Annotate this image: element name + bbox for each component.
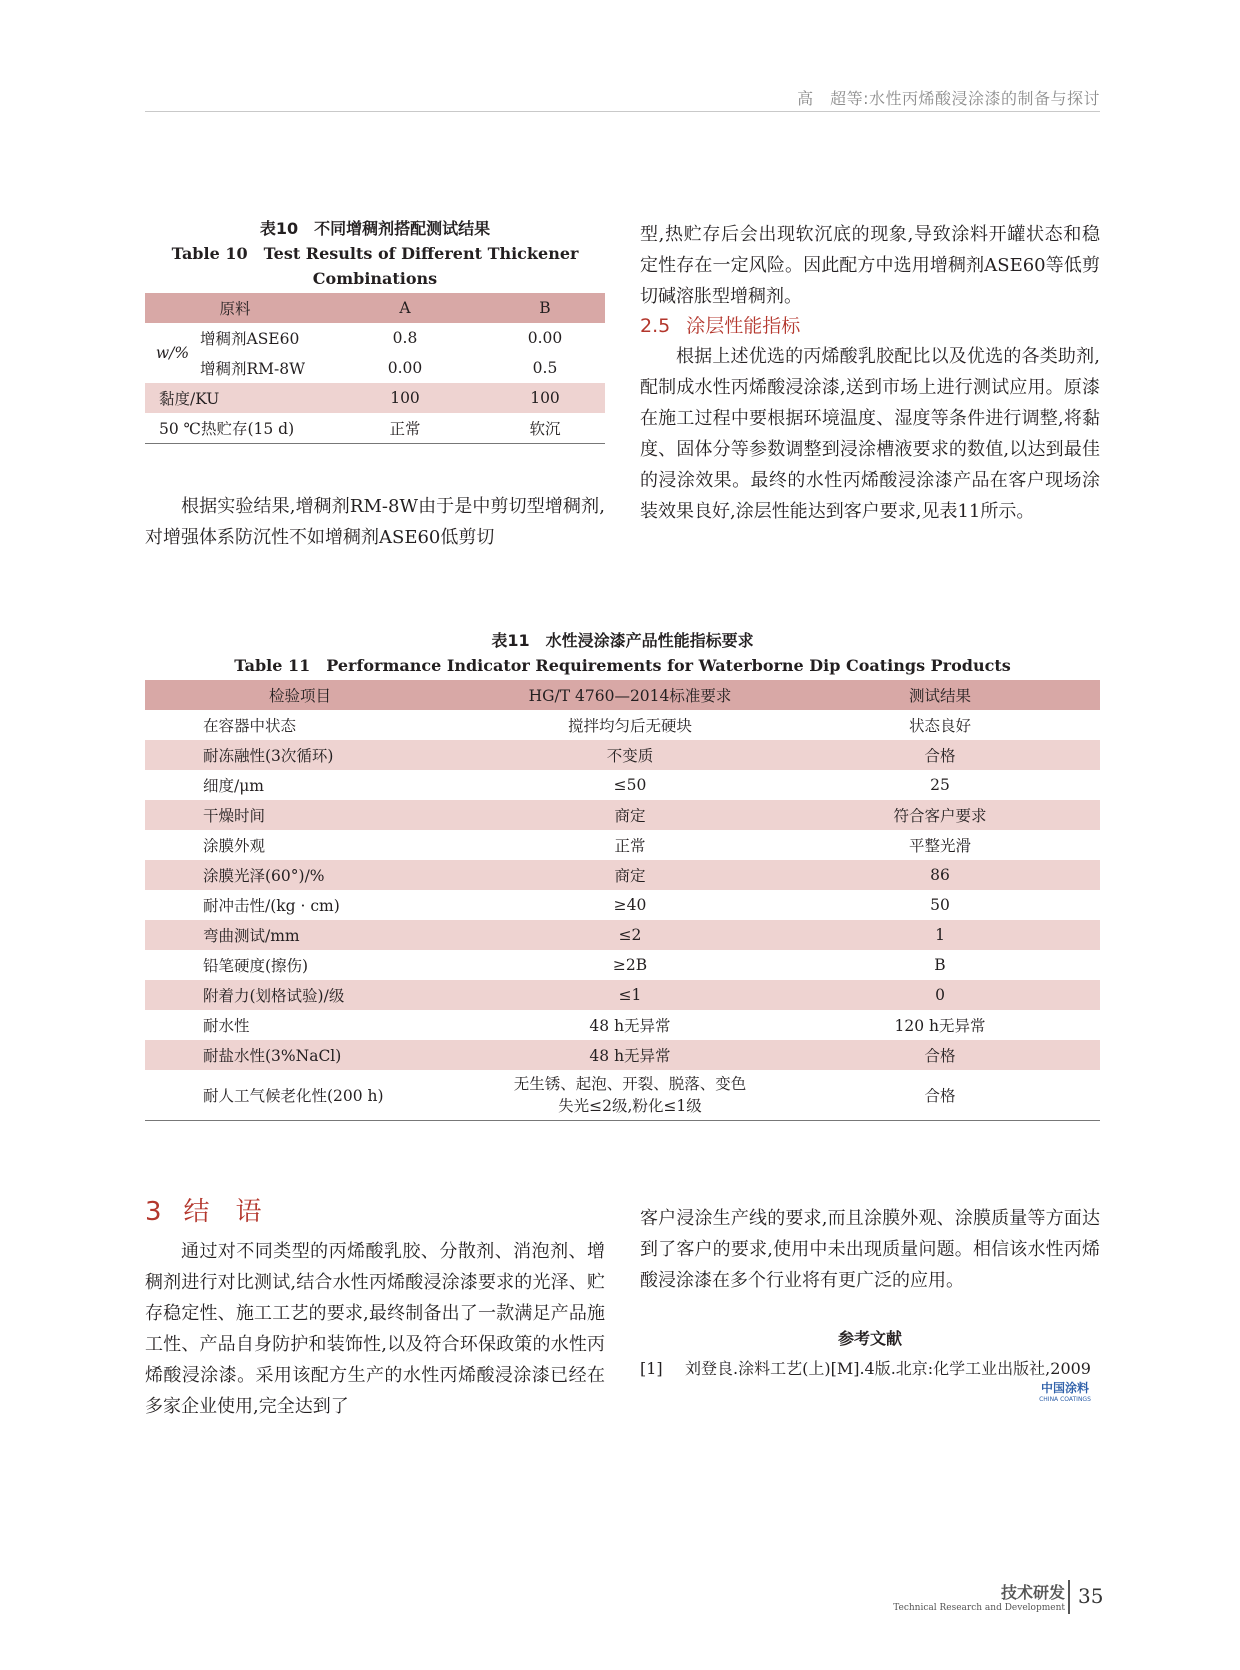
table10-cell: 100 — [485, 383, 605, 413]
table11 — [145, 680, 1100, 1121]
table11-header-row — [145, 680, 1100, 710]
table11-col-item: 检验项目 — [145, 680, 480, 710]
table10 — [145, 293, 605, 444]
table10-block — [145, 216, 605, 444]
w-percent-label: w/% — [155, 344, 190, 362]
table10-header-row — [145, 293, 605, 323]
table10-caption-cn: 表10 不同增稠剂搭配测试结果 — [259, 219, 491, 238]
table-row — [145, 1010, 1100, 1040]
header-divider — [145, 111, 1100, 112]
section-2-5-number: 2.5 — [640, 315, 671, 337]
table11-cell: 涂膜外观 — [203, 837, 266, 855]
section-2-5-title: 涂层性能指标 — [686, 315, 801, 337]
table11-cell: 铅笔硬度(擦伤) — [203, 957, 309, 975]
section-2-5-heading — [640, 311, 800, 338]
table10-cell: 50 ℃热贮存(15 d) — [159, 420, 295, 438]
table11-cell: 涂膜光泽(60°)/% — [145, 860, 480, 890]
table11-cell: 25 — [930, 776, 950, 794]
table11-cell: 平整光滑 — [908, 837, 971, 855]
page-number: 35 — [1078, 1584, 1104, 1608]
table10-cell: 100 — [325, 383, 485, 413]
table11-cell: ≤1 — [480, 980, 780, 1010]
table10-cell: 0.8 — [392, 329, 418, 347]
table10-cell: 增稠剂RM-8W — [200, 360, 306, 378]
table-row — [145, 890, 1100, 920]
footer-divider — [1068, 1580, 1070, 1614]
table11-block — [145, 628, 1100, 1121]
table11-cell: ≤2 — [480, 920, 780, 950]
table11-cell: ≤50 — [613, 776, 647, 794]
table11-cell: 符合客户要求 — [780, 800, 1100, 830]
table-row — [145, 353, 605, 383]
table11-cell: 耐盐水性(3%NaCl) — [145, 1040, 480, 1070]
table11-cell: 0 — [780, 980, 1100, 1010]
conclusion-left: 通过对不同类型的丙烯酸乳胶、分散剂、消泡剂、增稠剂进行对比测试,结合水性丙烯酸浸涂漆要求的光泽、贮存稳定性、施工工艺的要求,最终制备出了一款满足产品施工性、产品自身防护和装饰性,以及符合环保政策的水性丙烯酸浸涂漆。采用该配方生产的水性丙烯酸浸涂漆已经在多家企业使用,完全达到了 — [145, 1241, 605, 1417]
table11-cell-line: 无生锈、起泡、开裂、脱落、变色 — [513, 1075, 747, 1093]
references-title: 参考文献 — [837, 1329, 902, 1348]
table-row — [145, 920, 1100, 950]
table11-cell: 1 — [780, 920, 1100, 950]
table11-cell: 正常 — [614, 837, 646, 855]
footer-section-cn: 技术研发 — [1000, 1583, 1065, 1602]
table11-cell: 耐冻融性(3次循环) — [145, 740, 480, 770]
table11-caption-en: Table 11 Performance Indicator Requirements for Waterborne Dip Coatings Products — [234, 656, 1011, 675]
table-row — [145, 980, 1100, 1010]
table10-col-b: B — [485, 293, 605, 323]
table10-cell: 0.5 — [532, 359, 558, 377]
table11-cell: 耐冲击性/(kg · cm) — [203, 897, 340, 915]
table11-cell: 商定 — [480, 800, 780, 830]
table11-caption-cn: 表11 水性浸涂漆产品性能指标要求 — [491, 631, 754, 650]
table-row — [145, 950, 1100, 980]
table10-cell: 增稠剂ASE60 — [200, 330, 300, 348]
table-row — [145, 1040, 1100, 1070]
table11-cell: 在容器中状态 — [203, 717, 297, 735]
table11-cell: 合格 — [780, 740, 1100, 770]
table11-cell: 细度/μm — [203, 777, 264, 795]
table11-cell: B — [934, 956, 946, 974]
left-paragraph: 根据实验结果,增稠剂RM-8W由于是中剪切型增稠剂,对增强体系防沉性不如增稠剂ASE60低剪切 — [145, 496, 605, 548]
table10-col-material: 原料 — [145, 293, 325, 323]
reference-number: [1] — [640, 1359, 663, 1378]
right-paragraph-2: 根据上述优选的丙烯酸乳胶配比以及优选的各类助剂,配制成水性丙烯酸浸涂漆,送到市场上进行测试应用。原漆在施工过程中要根据环境温度、湿度等条件进行调整,将黏度、固体分等参数调整到浸涂槽液要求的数值,以达到最佳的浸涂效果。最终的水性丙烯酸浸涂漆产品在客户现场涂装效果良好,涂层性能达到客户要求,见表11所示。 — [640, 346, 1100, 522]
section-3-number: 3 — [145, 1197, 162, 1227]
reference-text: 刘登良.涂料工艺(上)[M].4版.北京:化学工业出版社,2009 — [685, 1359, 1091, 1378]
table11-cell: 86 — [780, 860, 1100, 890]
table10-cell: 0.00 — [527, 329, 563, 347]
table11-cell: 120 h无异常 — [894, 1017, 986, 1035]
table11-cell: 合格 — [924, 1087, 956, 1105]
table11-cell-line: 失光≤2级,粉化≤1级 — [558, 1097, 702, 1115]
table11-cell: 附着力(划格试验)/级 — [145, 980, 480, 1010]
table10-cell: 正常 — [389, 420, 421, 438]
table-row — [145, 830, 1100, 860]
table11-cell — [480, 1070, 780, 1121]
conclusion-right: 客户浸涂生产线的要求,而且涂膜外观、涂膜质量等方面达到了客户的要求,使用中未出现质量问题。相信该水性丙烯酸浸涂漆在多个行业将有更广泛的应用。 — [640, 1208, 1100, 1291]
section-3-heading — [145, 1191, 262, 1228]
table-row — [145, 383, 605, 413]
table10-col-a: A — [325, 293, 485, 323]
table10-caption-en-1: Table 10 Test Results of Different Thickener — [171, 244, 579, 263]
table10-cell: 0.00 — [387, 359, 423, 377]
table-row — [145, 770, 1100, 800]
table11-col-standard: HG/T 4760—2014标准要求 — [480, 680, 780, 710]
running-header: 高 超等:水性丙烯酸浸涂漆的制备与探讨 — [797, 89, 1100, 108]
china-coatings-logo — [1030, 1379, 1100, 1403]
logo-cn: 中国涂料 — [1040, 1381, 1089, 1395]
table11-cell: 48 h无异常 — [589, 1017, 671, 1035]
table11-cell: 搅拌均匀后无硬块 — [567, 717, 692, 735]
table-row — [145, 800, 1100, 830]
right-paragraph-1: 型,热贮存后会出现软沉底的现象,导致涂料开罐状态和稳定性存在一定风险。因此配方中选用增稠剂ASE60等低剪切碱溶胀型增稠剂。 — [640, 224, 1100, 307]
table11-cell: 耐水性 — [203, 1017, 250, 1035]
section-3-title: 结 语 — [183, 1197, 262, 1227]
table11-cell: ≥40 — [613, 896, 647, 914]
table11-cell: 干燥时间 — [145, 800, 480, 830]
table11-cell: 耐人工气候老化性(200 h) — [203, 1087, 384, 1105]
table-row — [145, 323, 605, 353]
table-row — [145, 710, 1100, 740]
footer-section — [893, 1580, 1065, 1613]
table11-cell: 弯曲测试/mm — [145, 920, 480, 950]
table10-cell: 黏度/KU — [145, 383, 325, 413]
table11-cell: 合格 — [780, 1040, 1100, 1070]
table-row — [145, 740, 1100, 770]
table-row — [145, 860, 1100, 890]
logo-en: CHINA COATINGS — [1039, 1396, 1091, 1403]
footer-section-en: Technical Research and Development — [893, 1603, 1065, 1613]
table-row — [145, 413, 605, 444]
table10-caption-en-2: Combinations — [312, 269, 438, 288]
table11-cell: 不变质 — [480, 740, 780, 770]
table11-cell: 48 h无异常 — [480, 1040, 780, 1070]
table11-col-result: 测试结果 — [780, 680, 1100, 710]
table-row — [145, 1070, 1100, 1121]
table11-cell: ≥2B — [612, 956, 648, 974]
table11-cell: 商定 — [480, 860, 780, 890]
table11-cell: 状态良好 — [908, 717, 971, 735]
table10-cell: 软沉 — [529, 420, 561, 438]
table11-cell: 50 — [930, 896, 950, 914]
